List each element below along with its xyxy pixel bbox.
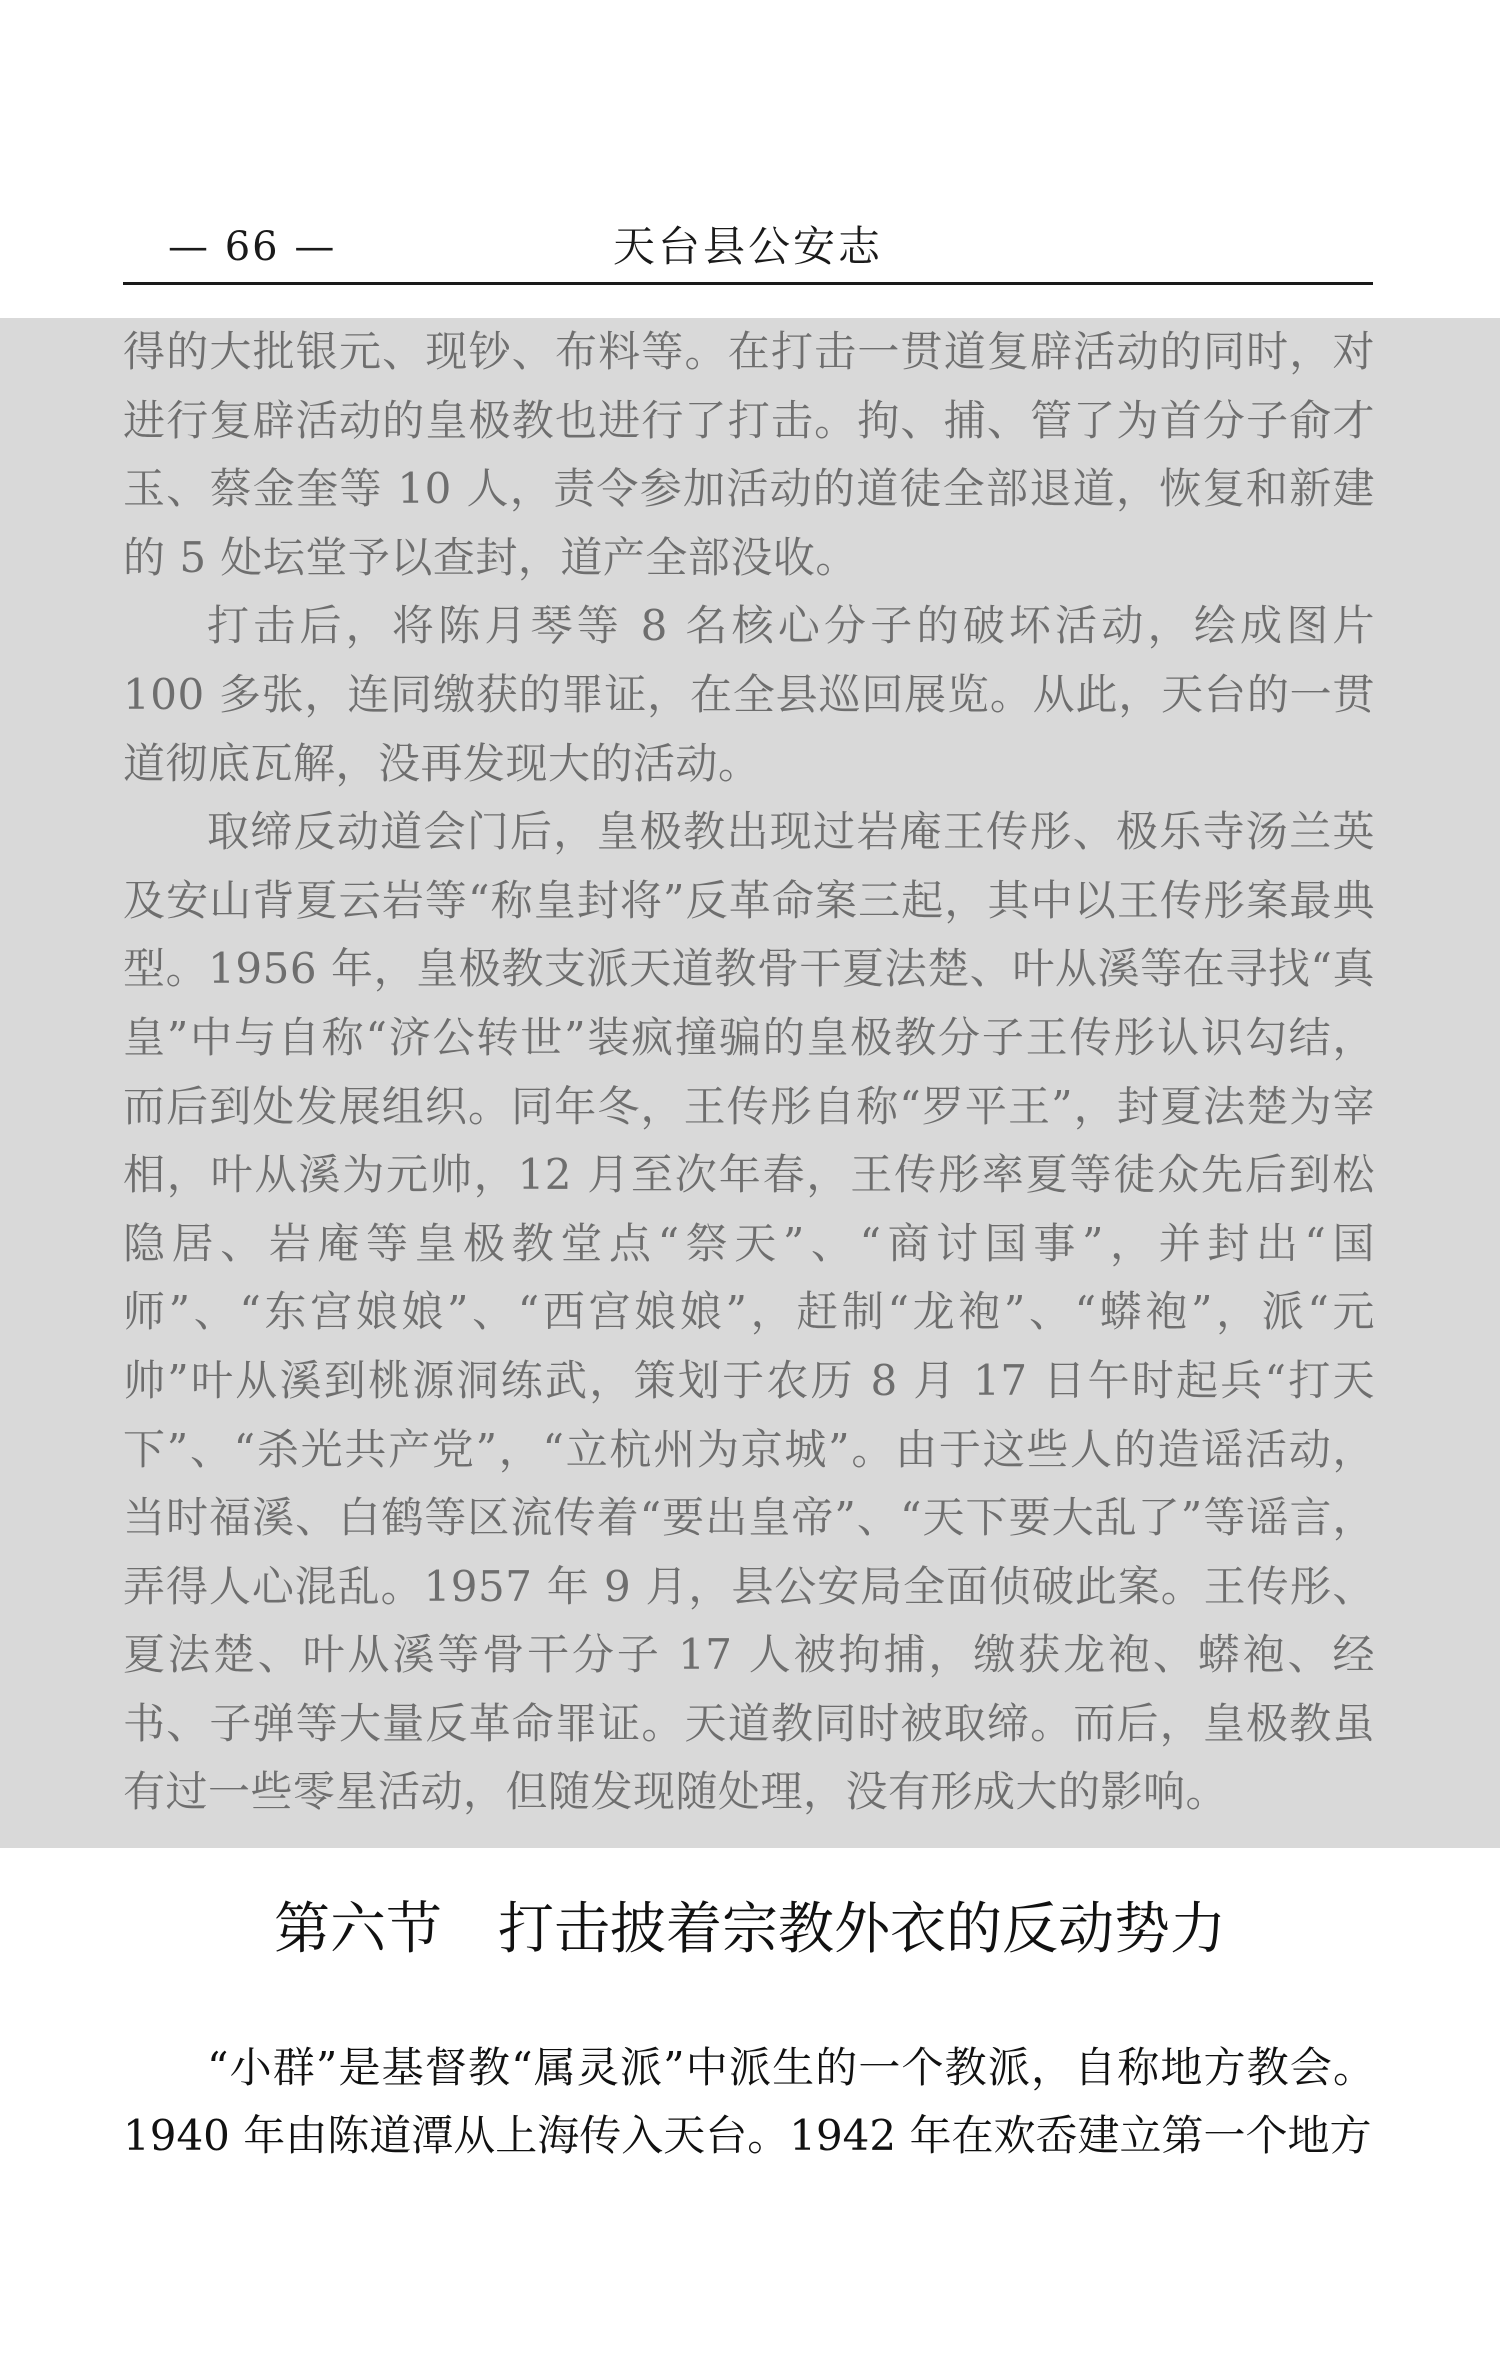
paragraph: 打击后，将陈月琴等 8 名核心分子的破坏活动，绘成图片 100 多张，连同缴获的罪证，在全县巡回展览。从此，天台的一贯道彻底瓦解，没再发现大的活动。 bbox=[123, 601, 1375, 788]
running-title: 天台县公安志 bbox=[612, 222, 883, 271]
section-body bbox=[123, 2034, 1375, 2170]
page-header bbox=[123, 210, 1373, 280]
section-number: 第六节 bbox=[274, 1897, 442, 1962]
section-title: 打击披着宗教外衣的反动势力 bbox=[498, 1897, 1226, 1962]
paragraph: 得的大批银元、现钞、布料等。在打击一贯道复辟活动的同时，对进行复辟活动的皇极教也进行了打击。拘、捕、管了为首分子俞才玉、蔡金奎等 10 人，责令参加活动的道徒全部退道，恢复和新建的 5 处坛堂予以查封，道产全部没收。 bbox=[123, 327, 1375, 582]
paragraph: “小群”是基督教“属灵派”中派生的一个教派，自称地方教会。1940 年由陈道潭从上海传入天台。1942 年在欢岙建立第一个地方 bbox=[123, 2043, 1375, 2160]
page-number: — 66 — bbox=[168, 224, 337, 270]
body-text bbox=[123, 318, 1375, 1827]
header-rule bbox=[123, 282, 1373, 285]
paragraph: 取缔反动道会门后，皇极教出现过岩庵王传彤、极乐寺汤兰英及安山背夏云岩等“称皇封将”反革命案三起，其中以王传彤案最典型。1956 年，皇极教支派天道教骨干夏法楚、叶从溪等在寻找“真皇”中与自称“济公转世”装疯撞骗的皇极教分子王传彤认识勾结，而后到处发展组织。同年冬，王传彤自称“罗平王”，封夏法楚为宰相，叶从溪为元帅，12 月至次年春，王传彤率夏等徒众先后到松隐居、岩庵等皇极教堂点“祭天”、“商讨国事”，并封出“国师”、“东宫娘娘”、“西宫娘娘”，赶制“龙袍”、“蟒袍”，派“元帅”叶从溪到桃源洞练武，策划于农历 8 月 17 日午时起兵“打天下”、“杀光共产党”，“立杭州为京城”。由于这些人的造谣活动，当时福溪、白鹤等区流传着“要出皇帝”、“天下要大乱了”等谣言，弄得人心混乱。1957 年 9 月，县公安局全面侦破此案。王传彤、夏法楚、叶从溪等骨干分子 17 人被拘捕，缴获龙袍、蟒袍、经书、子弹等大量反革命罪证。天道教同时被取缔。而后，皇极教虽有过一些零星活动，但随发现随处理，没有形成大的影响。 bbox=[123, 807, 1375, 1817]
section-heading bbox=[0, 1890, 1500, 1970]
